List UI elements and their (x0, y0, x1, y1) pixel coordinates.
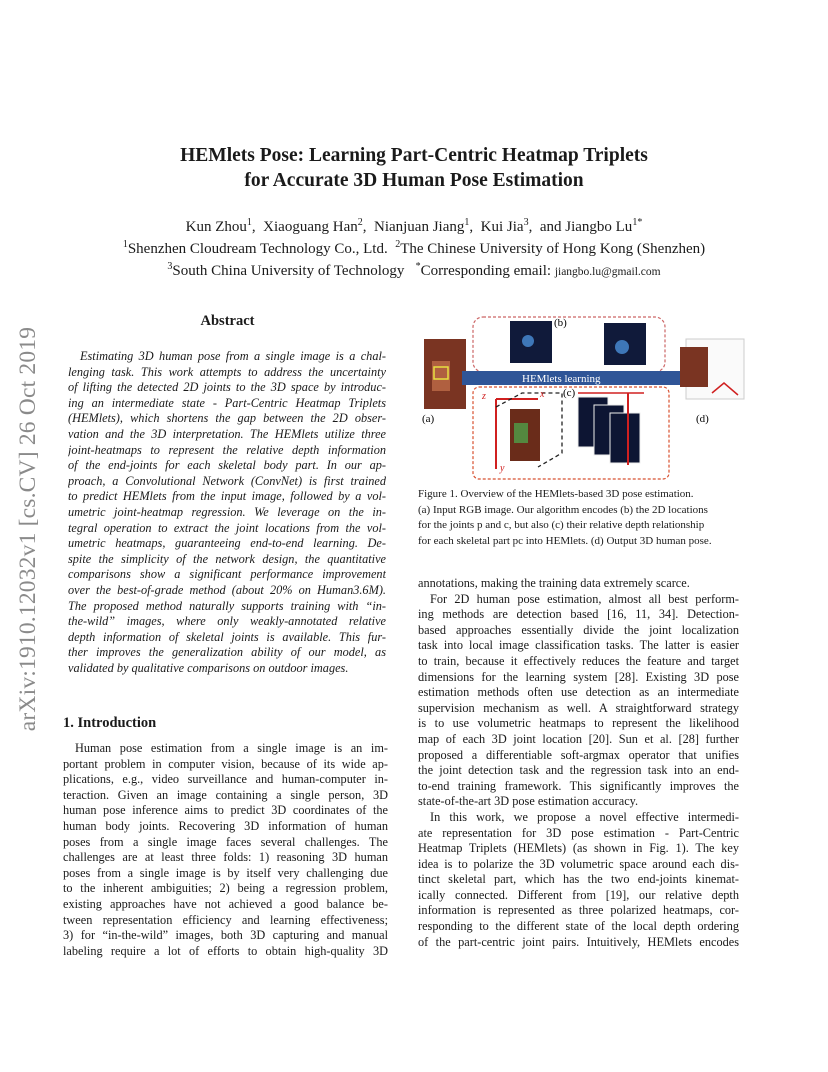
text-line: the joint detection task and the regression task into an end- (418, 763, 739, 778)
text-line: is to use volumetric heatmaps to represent the likelihood (418, 716, 739, 731)
text-line: 3) for “in-the-wild” images, both 3D capturing and manual (63, 928, 388, 943)
text-line: validated by qualitative comparisons on outdoor images. (68, 660, 349, 675)
text-line: umetric heatmaps, guaranteeing end-to-end learning. De- (68, 536, 386, 551)
figure-1-caption (418, 487, 739, 549)
title-line-1: HEMlets Pose: Learning Part-Centric Heatmap Triplets (180, 145, 648, 166)
text-line: ing an intermediate state - Part-Centric Heatmap Triplets (68, 395, 386, 410)
text-line: poses from a single image faces several challenges. The (63, 834, 388, 849)
text-line: For 2D human pose estimation, almost all best perform- (430, 591, 739, 606)
author-block (0, 216, 828, 283)
text-line: estimation methods often use detection as an intermediate (418, 685, 739, 700)
text-line: ther improves the generalization ability of our model, as (68, 645, 386, 660)
text-line: task into local image classification tasks. The latter is easier (418, 638, 739, 653)
text-line: depth information of skeletal joints is available. This fur- (68, 629, 386, 644)
text-line: spite the simplicity of the network design, the quantitative (68, 551, 386, 566)
axis-y-label: y (500, 463, 505, 474)
text-line: vation and the 3D interpretation. The HEMlets utilize three (68, 426, 386, 441)
text-line: information is represented as three polarized heatmaps, cor- (418, 903, 739, 918)
arxiv-stamp: arXiv:1910.12032v1 [cs.CV] 26 Oct 2019 (15, 326, 41, 732)
text-line: based approaches essentially divide the joint localization (418, 622, 739, 637)
text-line: to predict HEMlets from the input image, followed by a vol- (68, 489, 386, 504)
text-line: ically connected. Different from [19], our relative depth (418, 887, 739, 902)
introduction-body (63, 741, 388, 959)
text-line: human body joints. Recovering 3D information of human (63, 818, 388, 833)
text-line: idea is to polarize the 3D volumetric space around each dis- (418, 856, 739, 871)
text-line: tegral operation to extract the joint locations from the vol- (68, 520, 386, 535)
text-line: umetric joint-heatmap regression. We leverage on the in- (68, 504, 386, 519)
text-line: joint-heatmaps to represent the relative depth information (68, 442, 386, 457)
axis-x-label: x (540, 389, 545, 400)
affiliation: Shenzhen Cloudream Technology Co., Ltd. (127, 241, 388, 257)
text-line: proach, a Convolutional Network (ConvNet) is first trained (68, 473, 386, 488)
text-line: plications, e.g., video surveillance and human-computer in- (63, 772, 388, 787)
abstract-body (68, 349, 386, 676)
text-line: to-end training framework. This significantly improves the (418, 778, 739, 793)
abstract-heading: Abstract (200, 313, 255, 329)
paper-title (0, 143, 828, 193)
author-name: Kui Jia (480, 219, 524, 235)
text-line: over the best-of-grade method (about 20% on Human3.6M). (68, 582, 386, 597)
text-line: to train, because it effectively reduces the feature and target (418, 653, 739, 668)
text-line: ate representation for 3D pose estimation - Part-Centric (418, 825, 739, 840)
text-line: Estimating 3D human pose from a single image is a chal- (80, 349, 386, 363)
text-line: dimensions for the learning system [28]. Existing 3D pose (418, 669, 739, 684)
banner-label: HEMlets learning (522, 373, 601, 385)
text-line: The proposed method naturally supports training with “in- (68, 598, 386, 613)
label-c: (c) (563, 387, 576, 399)
author-names: Kun Zhou$^1$, Xiaoguang Han$^2$, Nianjuan Jiang$^1$, Kui Jia$^3$, and Jiangbo $Lu^{1*}$ (185, 217, 643, 235)
text-line: comparisons show a significant performance improvement (68, 567, 386, 582)
author-name: Nianjuan Jiang (373, 219, 465, 235)
text-line: to the inherent ambiguities; 2) being a regression problem, (63, 881, 388, 896)
figure-1-diagram (418, 313, 748, 483)
corresponding-label: Corresponding email: (420, 263, 552, 279)
label-d: (d) (696, 413, 709, 425)
text-line: Heatmap Triplets (HEMlets) (as shown in Fig. 1). The key (418, 841, 739, 856)
text-line: map of each 3D joint location [20]. Sun et al. [28] further (418, 731, 739, 746)
introduction-heading: 1. Introduction (63, 715, 157, 731)
abstract-heading-wrap (60, 313, 395, 330)
text-line: human pose inference aims to predict 3D coordinates of the (63, 803, 388, 818)
title-line-2: for Accurate 3D Human Pose Estimation (244, 170, 584, 191)
text-line: state-of-the-art 3D pose estimation accuracy. (418, 794, 639, 809)
text-line: supervision mechanism as well. A straightforward strategy (418, 700, 739, 715)
text-line: Human pose estimation from a single image is an im- (75, 741, 388, 755)
text-line: proposed a differentiable soft-argmax operator that unifies (418, 747, 739, 762)
text-line: Figure 1. Overview of the HEMlets-based 3D pose estimation. (418, 488, 694, 500)
author-name: Jiangbo Lu (565, 219, 633, 235)
text-line: portant problem in computer vision, because of its wide ap- (63, 756, 388, 771)
label-a: (a) (422, 413, 435, 425)
text-line: for each skeletal part pc into HEMlets. (d) Output 3D human pose. (418, 534, 712, 547)
text-line: In this work, we propose a novel effective intermedi- (430, 809, 739, 824)
text-line: ing methods are detection based [16, 11, 34]. Detection- (418, 607, 739, 622)
text-line: of lifting the detected 2D joints to the 3D space by introduc- (68, 380, 386, 395)
text-line: poses from a single image is by itself very challenging due (63, 865, 388, 880)
text-line: of the end-joints for each skeletal body part. In our ap- (68, 458, 386, 473)
text-line: responding to the different state of the local depth ordering (418, 919, 739, 934)
affiliation: The Chinese University of Hong Kong (Shenzhen) (400, 241, 706, 257)
figure-1 (418, 313, 748, 483)
text-line: labeling require a lot of efforts to obtain high-quality 3D (63, 943, 388, 958)
text-line: (a) Input RGB image. Our algorithm encodes (b) the 2D locations (418, 503, 708, 516)
text-line: the-wild” images, where only weakly-annotated relative (68, 614, 386, 629)
affiliation: South China University of Technology (172, 263, 405, 279)
text-line: tween representation efficiency and learning effectiveness; (63, 912, 388, 927)
text-line: tinct skeletal part, which has the two end-joints kinemat- (418, 872, 739, 887)
text-line: of the part-centric joint pairs. Intuitively, HEMlets encodes (418, 934, 739, 949)
text-line: (HEMlets), which shortens the gap between the 2D obser- (68, 411, 386, 426)
affiliation-3: $^3$South China University of Technology *Corresponding email: jiangbo.lu@gmail.com (167, 261, 661, 279)
text-line: lenging task. This work attempts to address the uncertainty (68, 364, 386, 379)
axis-z-label: z (482, 391, 486, 402)
label-b: (b) (554, 317, 567, 329)
right-column-body (418, 576, 739, 950)
author-name: Xiaoguang Han (263, 219, 358, 235)
author-name: Kun Zhou (185, 219, 247, 235)
corresponding-email: jiangbo.lu@gmail.com (554, 266, 661, 278)
text-line: annotations, making the training data extremely scarce. (418, 576, 690, 590)
text-line: existing approaches have not achieved a good balance be- (63, 896, 388, 911)
text-line: teraction. Given an image containing a single person, 3D (63, 787, 388, 802)
affiliations-1-2: $^1$Shenzhen Cloudream Technology Co., Ltd. $^2$The Chinese University of Hong Kong (Shenzhen) (122, 239, 706, 257)
text-line: challenges are at least three folds: 1) reasoning 3D human (63, 850, 388, 865)
text-line: for the joints p and c, but also (c) their relative depth relationship (418, 519, 705, 531)
